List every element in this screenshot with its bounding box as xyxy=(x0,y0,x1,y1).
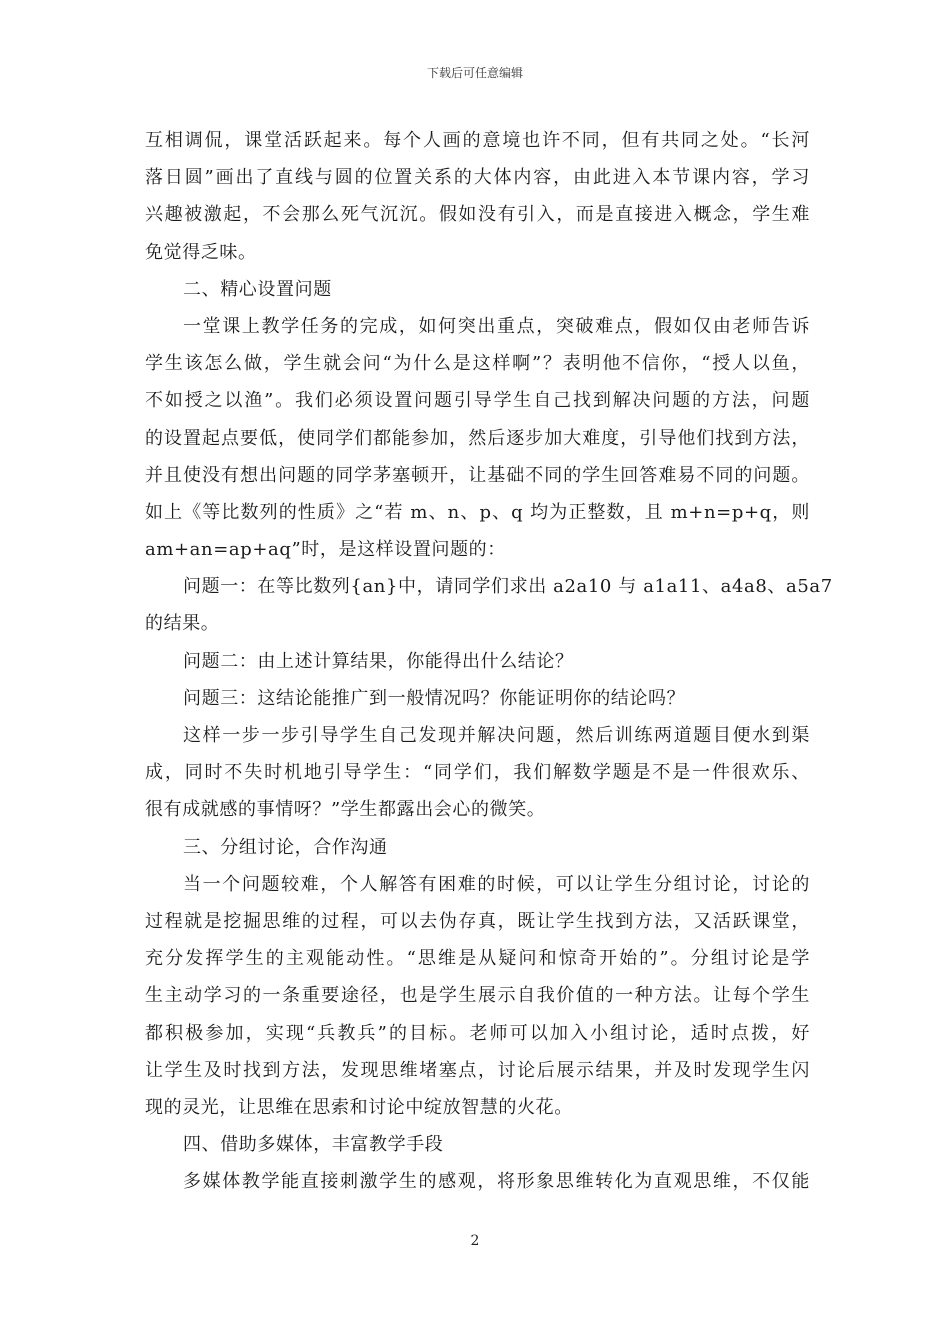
text-line: 兴趣被激起，不会那么死气沉沉。假如没有引入，而是直接进入概念，学生难 xyxy=(145,204,810,226)
text-line: 充分发挥学生的主观能动性。“思维是从疑问和惊奇开始的”。分组讨论是学 xyxy=(145,948,810,970)
text-line: 并且使没有想出问题的同学茅塞顿开，让基础不同的学生回答难易不同的问题。 xyxy=(145,464,810,486)
text-line: 的设置起点要低，使同学们都能参加，然后逐步加大难度，引导他们找到方法， xyxy=(145,427,810,449)
text-line: 很有成就感的事情呀？”学生都露出会心的微笑。 xyxy=(145,799,546,821)
text-line: 多媒体教学能直接刺激学生的感观，将形象思维转化为直观思维，不仅能 xyxy=(183,1171,810,1193)
section-heading: 四、借助多媒体，丰富教学手段 xyxy=(183,1134,444,1156)
text-line: 免觉得乏味。 xyxy=(145,241,257,263)
text-line: 这样一步一步引导学生自己发现并解决问题，然后训练两道题目便水到渠 xyxy=(183,725,810,746)
text-line: 问题二：由上述计算结果，你能得出什么结论？ xyxy=(183,650,574,672)
page-number: 2 xyxy=(470,1233,480,1249)
page-header: 下载后可任意编辑 xyxy=(426,66,523,80)
text-line: 不如授之以渔”。我们必须设置问题引导学生自己找到解决问题的方法，问题 xyxy=(145,390,810,412)
text-line: 的结果。 xyxy=(145,613,220,635)
text-line: 问题一：在等比数列{an}中，请同学们求出 a2a10 与 a1a11、a4a8、a5a7 xyxy=(183,576,833,598)
section-heading: 三、分组讨论，合作沟通 xyxy=(183,836,388,858)
text-line: 学生该怎么做，学生就会问“为什么是这样啊”？表明他不信你，“授人以鱼， xyxy=(145,353,810,375)
text-line: 落日圆”画出了直线与圆的位置关系的大体内容，由此进入本节课内容，学习 xyxy=(145,167,810,189)
text-line: 都积极参加，实现“兵教兵”的目标。老师可以加入小组讨论，适时点拨，好 xyxy=(145,1022,810,1044)
section-heading: 二、精心设置问题 xyxy=(183,278,332,300)
text-line: am+an=ap+aq”时，是这样设置问题的： xyxy=(145,539,506,561)
text-line: 成，同时不失时机地引导学生：“同学们，我们解数学题是不是一件很欢乐、 xyxy=(145,762,810,784)
text-line: 如上《等比数列的性质》之“若 m、n、p、q 均为正整数，且 m+n=p+q，则 xyxy=(145,501,810,523)
text-line: 让学生及时找到方法，发现思维堵塞点，讨论后展示结果，并及时发现学生闪 xyxy=(145,1059,810,1081)
text-line: 一堂课上教学任务的完成，如何突出重点，突破难点，假如仅由老师告诉 xyxy=(183,315,810,337)
text-line: 过程就是挖掘思维的过程，可以去伪存真，既让学生找到方法，又活跃课堂， xyxy=(145,910,810,932)
text-line: 生主动学习的一条重要途径，也是学生展示自我价值的一种方法。让每个学生 xyxy=(145,985,810,1007)
text-line: 问题三：这结论能推广到一般情况吗？你能证明你的结论吗？ xyxy=(183,687,686,709)
text-line: 当一个问题较难，个人解答有困难的时候，可以让学生分组讨论，讨论的 xyxy=(183,873,810,895)
text-line: 现的灵光，让思维在思索和讨论中绽放智慧的火花。 xyxy=(145,1096,573,1118)
text-line: 互相调侃，课堂活跃起来。每个人画的意境也许不同，但有共同之处。“长河 xyxy=(145,130,810,151)
document-body xyxy=(145,122,833,1200)
